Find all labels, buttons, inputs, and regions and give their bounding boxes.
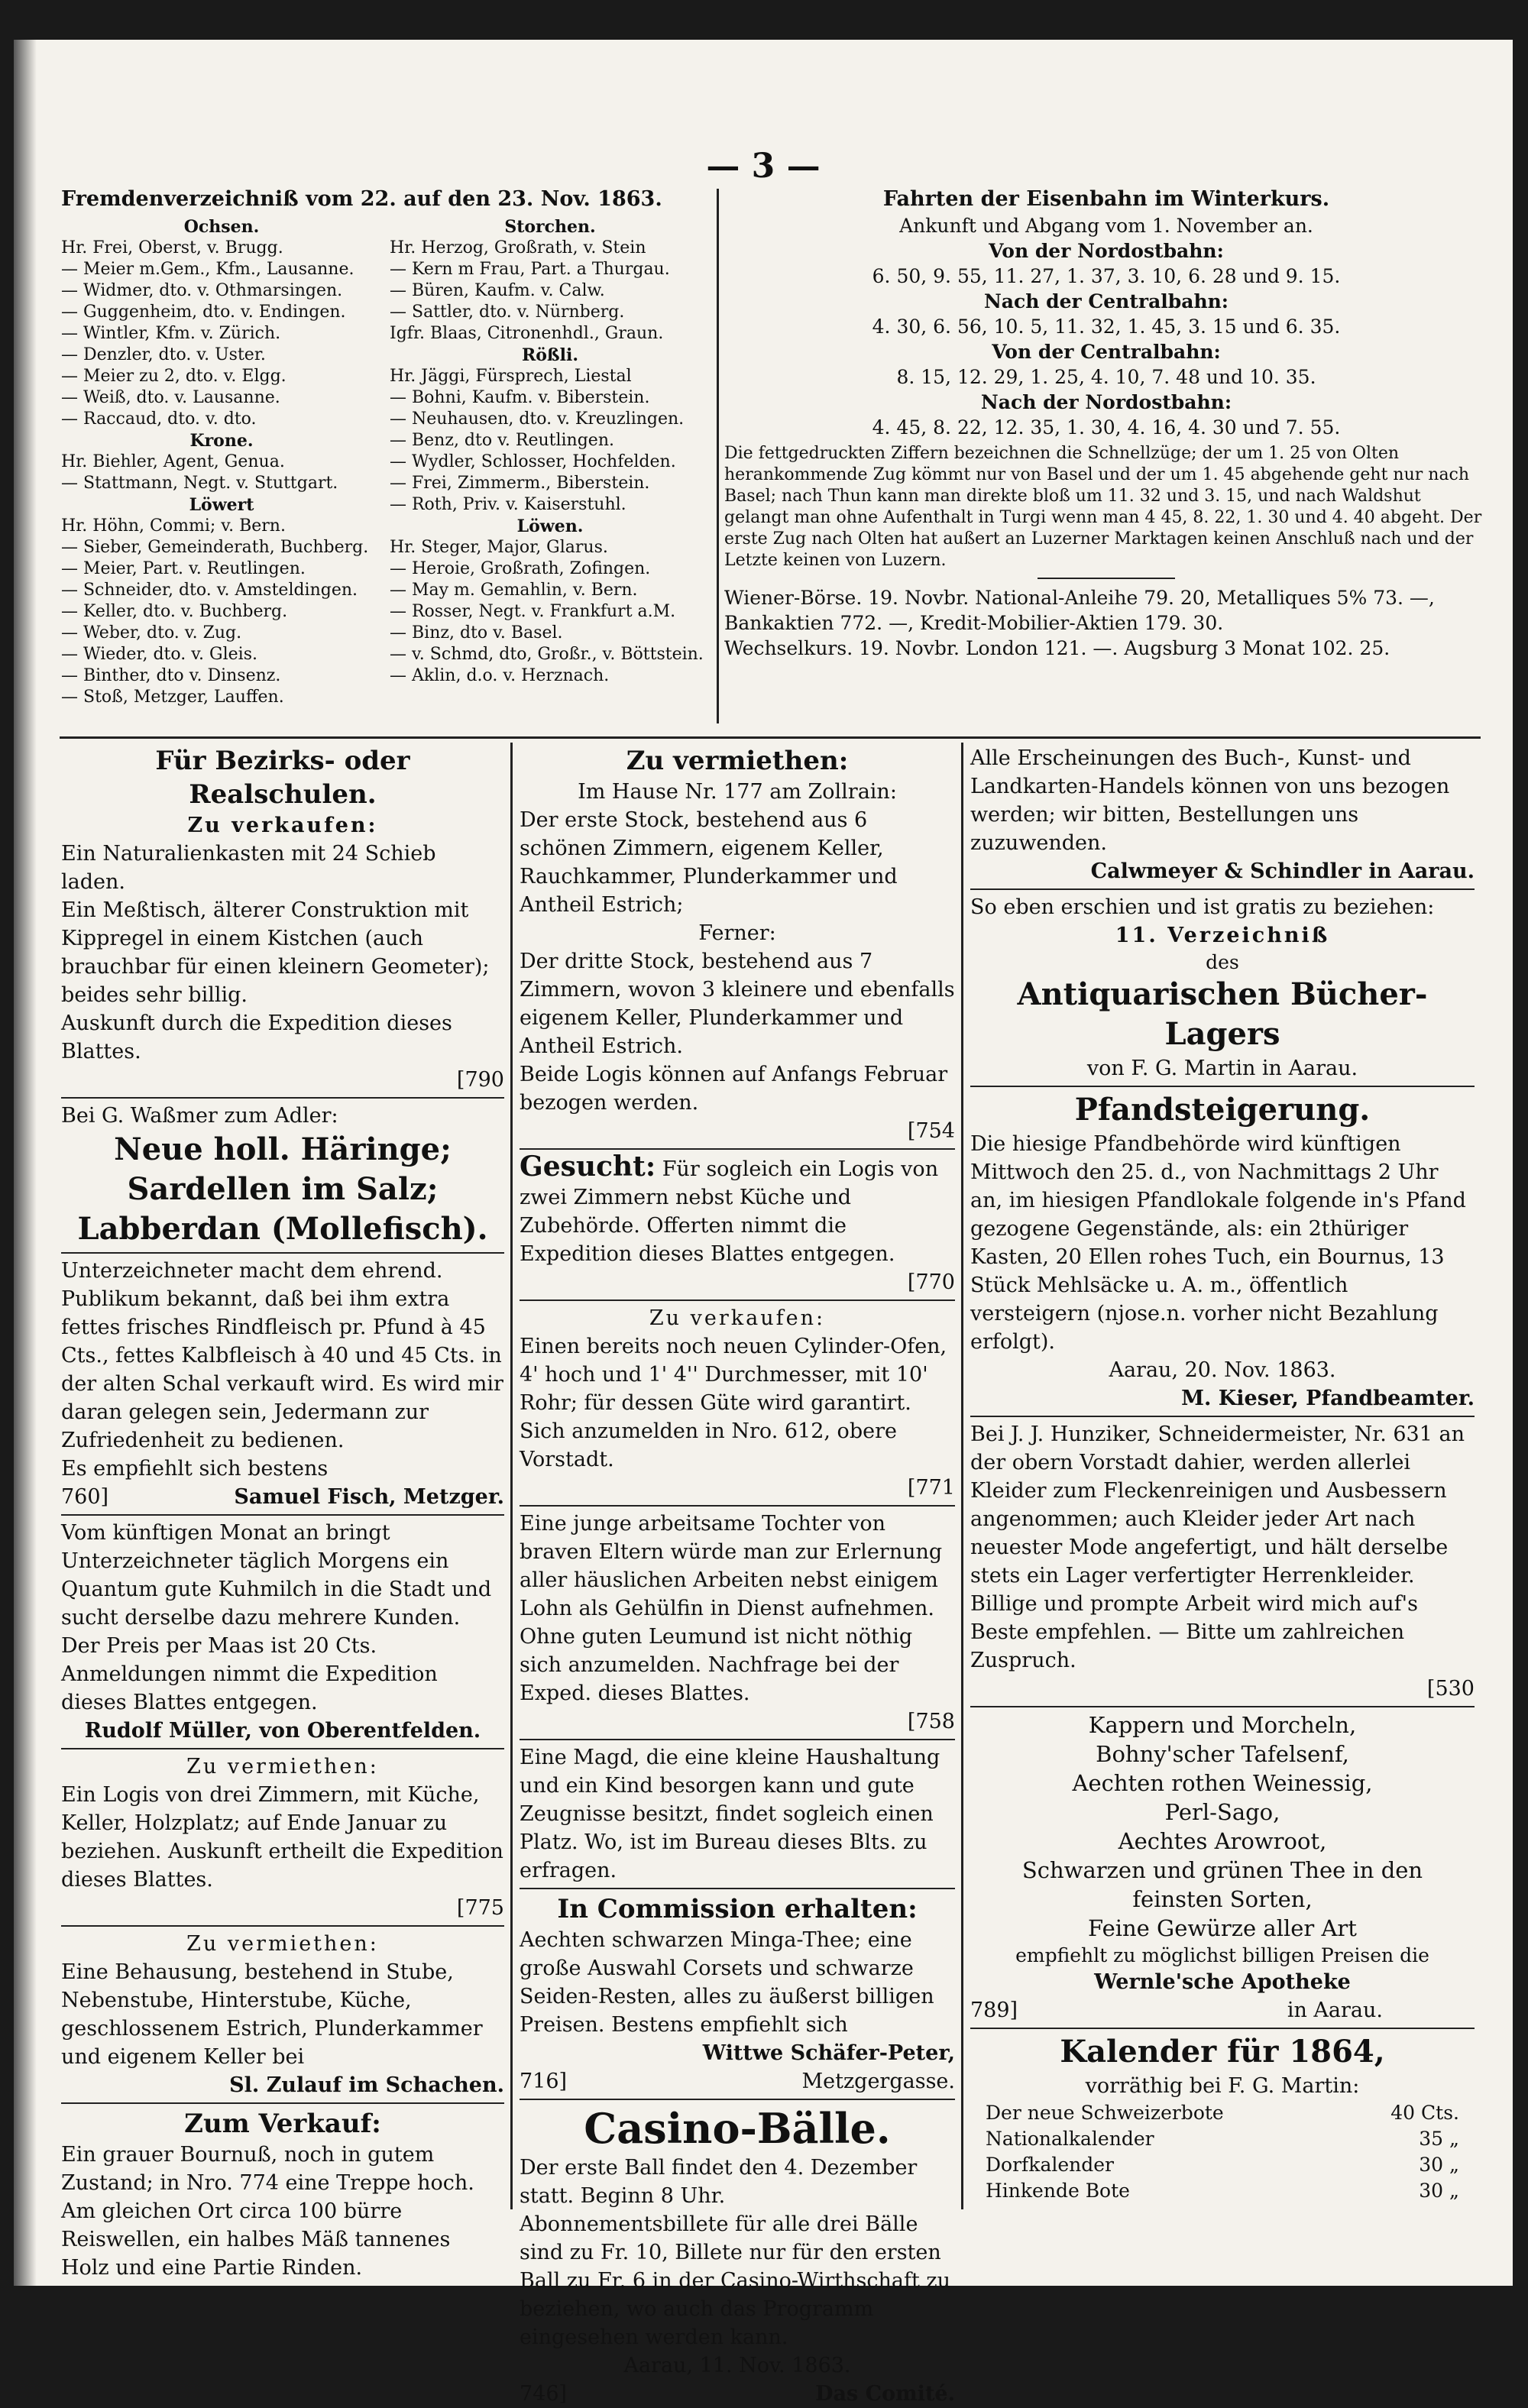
list-item: — Frei, Zimmerm., Biberstein. [390,474,650,493]
ad-number: [790 [456,1068,504,1092]
eisenbahn-subtitle: Ankunft und Abgang vom 1. November an. [899,215,1313,237]
haeringe-line-2: Sardellen im Salz; [127,1171,439,1207]
list-item: — Stoß, Metzger, Lauffen. [61,688,284,707]
fleisch-text: Unterzeichneter macht dem ehrend. Publikum bekannt, daß bei ihm extra fettes frisches Rindfleisch pr. Pfund à 45 Cts., fettes Kalbfleisch à 40 und 45 Cts. in der alten Schal verkauft wird. Es wird mir daran gelegen sein, Jedermann zur Zufriedenheit zu bedienen. [61,1259,503,1452]
page-edge-shadow [14,40,37,2286]
kalender-name: Hinkende Bote [986,2180,1130,2202]
calwmeyer-signature: Calwmeyer & Schindler in Aarau. [1090,859,1475,883]
zu-verkaufen-heading: Zu verkaufen: [187,814,378,837]
kuhmilch-text: Vom künftigen Monat an bringt Unterzeichneter täglich Morgens ein Quantum gute Kuhmilch in die Stadt und sucht derselbe dazu mehrere Kunden. Der Preis per Maas ist 20 Cts. Anmeldungen nimmt die Expedition dieses Blattes entgegen. [61,1521,492,1714]
list-item: 6. 50, 9. 55, 11. 27, 1. 37, 3. 10, 6. 28 und 9. 15. [872,265,1341,287]
ad-number: [758 [907,1710,955,1733]
list-heading: Löwert [189,495,254,515]
fisch-signature: Samuel Fisch, Metzger. [234,1485,504,1509]
martin-label: von F. G. Martin in Aarau. [1086,1057,1358,1080]
list-item: Perl-Sago, [1164,1799,1280,1825]
kalender-title: Kalender für 1864, [1060,2034,1385,2070]
page-number: — 3 — [706,147,821,186]
list-item: — Binz, dto v. Basel. [390,623,563,642]
list-item: — Stattmann, Negt. v. Stuttgart. [61,474,338,493]
column-3 [970,744,1475,2234]
list-item: — Heroie, Großrath, Zofingen. [390,559,651,578]
section-divider [60,736,1481,739]
des-label: des [1206,951,1239,973]
casino-title: Casino-Bälle. [584,2104,891,2153]
column-2 [520,744,955,2406]
list-item: 4. 30, 6. 56, 10. 5, 11. 32, 1. 45, 3. 15 und 6. 35. [872,316,1341,338]
eisenbahn-note: Die fettgedruckten Ziffern bezeichnen die Schnellzüge; der um 1. 25 von Olten herankommende Zug kömmt nur von Basel und der um 1. 45 abgehende geht nur nach Basel; nach Thun kann man direkte bloß um 11. 32 und 3. 15, und nach Waldshut gelangt man ohne Aufenthalt in Turgi wenn man 4 45, 8. 22, 1. 30 und 4. 40 abgeht. Der erste Zug nach Olten hat außert an Luzerner Marktagen keinen Anschluß nach und der Letzte keinen von Luzern. [724,444,1482,570]
list-item: Hr. Biehler, Agent, Genua. [61,452,285,471]
list-item: — Widmer, dto. v. Othmarsingen. [61,281,343,300]
verkauf-text: Ein grauer Bournuß, noch in gutem Zustand; in Nro. 774 eine Treppe hoch. Am gleichen Ort circa 100 bürre Reiswellen, ein halbes Mäß tannenes Holz und eine Partie Rinden. [61,2143,474,2280]
list-item: — Guggenheim, dto. v. Endingen. [61,303,346,322]
verzeichnis-label: 11. Verzeichniß [1115,924,1330,947]
top-divider [717,189,719,723]
list-item: — Binther, dto v. Dinsenz. [61,666,281,685]
wechselkurs: Wechselkurs. 19. Novbr. London 121. —. Augsburg 3 Monat 102. 25. [724,637,1390,659]
ad-number: 789] [970,1999,1018,2022]
ad-number: [771 [907,1476,955,1500]
list-item: Bohny'scher Tafelsenf, [1096,1741,1349,1767]
haeringe-line-1: Neue holl. Häringe; [114,1131,452,1167]
pfand-date: Aarau, 20. Nov. 1863. [1109,1358,1336,1382]
kalender-list [970,2100,1475,2204]
list-item: Hr. Höhn, Commi; v. Bern. [61,516,286,536]
ad-number: [754 [907,1119,955,1143]
list-heading: Ochsen. [183,217,260,237]
kalender-name: Dorfkalender [986,2154,1114,2176]
magd-text: Eine Magd, die eine kleine Haushaltung und ein Kind besorgen kann und gute Zeugnisse besitzt, findet sogleich einen Platz. Wo, ist im Bureau dieses Blts. zu erfragen. [520,1746,940,1882]
fremden-section [61,185,711,735]
bezirk-title: Für Bezirks- oder Realschulen. [155,746,410,810]
vermiethen-intro: Im Hause Nr. 177 am Zollrain: [578,780,897,804]
wernle-aarau: in Aarau. [1287,1999,1383,2022]
list-item: feinsten Sorten, [1132,1886,1313,1912]
schaefer-signature: Wittwe Schäfer-Peter, [702,2041,955,2065]
newspaper-page [14,40,1513,2406]
soeben-text: So eben erschien und ist gratis zu beziehen: [970,895,1435,919]
list-item: — Wieder, dto. v. Gleis. [61,645,257,664]
antiquarisch-title: Antiquarischen Bücher-Lagers [1017,976,1428,1052]
list-item [986,2100,1459,2126]
casino-comite: Das Comité. [815,2382,955,2406]
haeringe-line-3: Labberdan (Mollefisch). [77,1211,488,1247]
list-heading: Rößli. [521,345,579,365]
zu-verkaufen-heading: Zu verkaufen: [649,1306,826,1330]
auskunft-text: Auskunft durch die Expedition dieses Blattes. [61,1011,452,1063]
ofen-text: Einen bereits noch neuen Cylinder-Ofen, 4' hoch und 1' 4'' Durchmesser, mit 10' Rohr; für dessen Güte wird garantirt. Sich anzumelden in Nro. 612, obere Vorstadt. [520,1335,947,1471]
list-item: — Büren, Kaufm. v. Calw. [390,281,605,300]
list-item: — Neuhausen, dto. v. Kreuzlingen. [390,409,685,429]
list-item [986,2126,1459,2152]
list-item: Kappern und Morcheln, [1088,1712,1357,1738]
list-heading: Nach der Centralbahn: [983,290,1229,312]
list-item: — Meier zu 2, dto. v. Elgg. [61,367,286,386]
wernle-product-list [970,1711,1475,1943]
ferner-label: Ferner: [698,921,776,945]
list-item [986,2152,1459,2178]
commission-text: Aechten schwarzen Minga-Thee; eine große Auswahl Corsets und schwarze Seiden-Resten, alles zu äußerst billigen Preisen. Bestens empfiehlt sich [520,1928,934,2037]
messtisch-text: Ein Meßtisch, älterer Construktion mit Kippregel in einem Kistchen (auch brauchbar für einen kleinern Geometer); beides sehr billig. [61,898,490,1007]
ad-number: [530 [1426,1677,1475,1701]
casino-text-1: Der erste Ball findet den 4. Dezember statt. Beginn 8 Uhr. [520,2156,918,2208]
list-item: Hr. Herzog, Großrath, v. Stein [390,238,646,257]
gesucht-text: Für sogleich ein Logis von zwei Zimmern nebst Küche und Zubehörde. Offerten nimmt die Expedition dieses Blattes entgegen. [520,1157,939,1266]
ad-number: [775 [456,1896,504,1920]
list-item: — Raccaud, dto. v. dto. [61,409,257,429]
hunziker-text: Bei J. J. Hunziker, Schneidermeister, Nr. 631 an der obern Vorstadt dahier, werden allerlei Kleider zum Fleckenreinigen und Ausbessern angenommen; auch Kleider jeder Art nach neuester Mode angefertigt, und hält derselbe stets ein Lager verfertigter Herrenkleider. [970,1422,1465,1588]
list-item: 8. 15, 12. 29, 1. 25, 4. 10, 7. 48 und 10. 35. [896,366,1316,388]
list-item: Aechten rothen Weinessig, [1072,1770,1373,1796]
list-item: — Benz, dto v. Reutlingen. [390,431,614,450]
ad-number: 716] [520,2070,568,2093]
wernle-signature: Wernle'sche Apotheke [1094,1970,1351,1994]
list-item: — Rosser, Negt. v. Frankfurt a.M. [390,602,676,621]
ad-number: [770 [907,1270,955,1294]
list-item: — v. Schmd, dto, Großr., v. Böttstein. [390,645,704,664]
zu-vermiethen-heading: Zu vermiethen: [186,1755,379,1778]
logis-bezug-text: Beide Logis können auf Anfangs Februar bezogen werden. [520,1063,948,1115]
list-heading: Von der Centralbahn: [992,341,1221,363]
column-1 [61,744,504,2280]
list-item: Hr. Steger, Major, Glarus. [390,538,608,557]
list-item: — Wintler, Kfm. v. Zürich. [61,324,281,343]
behausung-text: Eine Behausung, bestehend in Stube, Nebenstube, Hinterstube, Küche, geschlossenem Estrich, Plunderkammer und eigenem Keller bei [61,1960,483,2069]
metzgergasse: Metzgergasse. [801,2070,955,2093]
casino-text-2: Abonnementsbillete für alle drei Bälle sind zu Fr. 10, Billete nur für den ersten Ball zu Fr. 6 in der Casino-Wirthschaft zu beziehen, wo auch das Programm eingesehen werden kann. [520,2212,951,2349]
fleisch-empfehlung: Es empfiehlt sich bestens [61,1457,329,1481]
kalender-name: Nationalkalender [986,2128,1154,2150]
kalender-price: 40 Cts. [1390,2102,1459,2124]
wiener-boerse: Wiener-Börse. 19. Novbr. National-Anleihe 79. 20, Metalliques 5% 73. —, Bankaktien 772. —, Kredit-Mobilier-Aktien 179. 30. [724,587,1435,634]
column-divider [961,743,963,2209]
pfandsteigerung-text: Die hiesige Pfandbehörde wird künftigen Mittwoch den 25. d., von Nachmittags 2 Uhr an, im hiesigen Pfandlokale folgende in's Pfand gezogene Gegenstände, als: ein 2thüriger Kasten, 20 Ellen rohes Tuch, ein Bournus, 13 Stück Mehlsäcke u. A. m., öffentlich versteigern (njose.n. vorher nicht Bezahlung erfolgt). [970,1132,1466,1354]
list-heading: Von der Nordostbahn: [989,240,1224,262]
naturalienkasten-text: Ein Naturalienkasten mit 24 Schieb laden. [61,842,436,894]
erster-stock-text: Der erste Stock, bestehend aus 6 schönen Zimmern, eigenem Keller, Rauchkammer, Plunderkammer und Antheil Estrich; [520,808,898,917]
list-item: — Wydler, Schlosser, Hochfelden. [390,452,676,471]
list-item: 4. 45, 8. 22, 12. 35, 1. 30, 4. 16, 4. 30 und 7. 55. [872,416,1341,439]
hunziker-text-2: Billige und prompte Arbeit wird mich auf's Beste empfehlen. — Bitte um zahlreichen Zuspruch. [970,1592,1418,1672]
kalender-price: 35 „ [1419,2128,1459,2150]
tochter-text-2: Ohne guten Leumund ist nicht nöthig sich anzumelden. Nachfrage bei der Exped. dieses Blattes. [520,1625,913,1705]
buchhandel-text: Alle Erscheinungen des Buch-, Kunst- und Landkarten-Handels können von uns bezogen werden; wir bitten, Bestellungen uns zuzuwenden. [970,746,1450,855]
eisenbahn-section [724,185,1488,735]
list-item: — May m. Gemahlin, v. Bern. [390,581,638,600]
list-item: — Sieber, Gemeinderath, Buchberg. [61,538,369,557]
pfandsteigerung-title: Pfandsteigerung. [1074,1092,1371,1128]
eisenbahn-timetable [724,238,1488,440]
list-item: — Bohni, Kaufm. v. Biberstein. [390,388,650,407]
column-divider [510,743,513,2209]
list-item [986,2178,1459,2204]
list-item: — Denzler, dto. v. Uster. [61,345,266,364]
list-item: — Kern m Frau, Part. a Thurgau. [390,260,670,279]
logis-text: Ein Logis von drei Zimmern, mit Küche, Keller, Holzplatz; auf Ende Januar zu beziehen. Auskunft ertheilt die Expedition dieses Blattes. [61,1783,503,1892]
verkauf-title: Zum Verkauf: [184,2109,381,2139]
gesucht-heading: Gesucht: [520,1151,656,1183]
list-item: — Meier m.Gem., Kfm., Lausanne. [61,260,354,279]
dritter-stock-text: Der dritte Stock, bestehend aus 7 Zimmern, wovon 3 kleinere und ebenfalls eigenem Keller, Plunderkammer und Antheil Estrich. [520,950,955,1058]
commission-title: In Commission erhalten: [557,1894,918,1924]
list-item: Hr. Frei, Oberst, v. Brugg. [61,238,283,257]
eisenbahn-title: Fahrten der Eisenbahn im Winterkurs. [882,187,1330,211]
fremden-right-list [390,216,711,708]
kalender-name: Der neue Schweizerbote [986,2102,1224,2124]
list-heading: Krone. [189,431,254,451]
vermiethen-title: Zu vermiethen: [626,746,849,776]
list-item: Hr. Jäggi, Fürsprech, Liestal [390,367,632,386]
wassmer-intro: Bei G. Waßmer zum Adler: [61,1104,338,1128]
kalender-subtitle: vorräthig bei F. G. Martin: [1085,2074,1360,2098]
list-item: — Roth, Priv. v. Kaiserstuhl. [390,495,626,514]
list-item: — Keller, dto. v. Buchberg. [61,602,288,621]
list-item: — Schneider, dto. v. Amsteldingen. [61,581,358,600]
wernle-empfehlung: empfiehlt zu möglichst billigen Preisen die [1015,1944,1429,1966]
list-item: — Weber, dto. v. Zug. [61,623,242,642]
mueller-signature: Rudolf Müller, von Oberentfelden. [84,1719,481,1743]
zu-vermiethen-heading: Zu vermiethen: [186,1932,379,1956]
tochter-text: Eine junge arbeitsame Tochter von braven Eltern würde man zur Erlernung aller häuslichen Arbeiten nebst einigem Lohn als Gehülfin in Dienst aufnehmen. [520,1512,943,1620]
kieser-signature: M. Kieser, Pfandbeamter. [1181,1387,1475,1410]
list-item: Feine Gewürze aller Art [1088,1915,1357,1941]
list-item: Schwarzen und grünen Thee in den [1021,1857,1423,1883]
casino-date: Aarau, 11. Nov. 1863. [623,2354,851,2377]
fremden-title: Fremdenverzeichniß vom 22. auf den 23. Nov. 1863. [61,187,662,211]
list-item: Igfr. Blaas, Citronenhdl., Graun. [390,324,664,343]
kalender-price: 30 „ [1419,2180,1459,2202]
zulauf-signature: Sl. Zulauf im Schachen. [229,2073,504,2097]
list-heading: Nach der Nordostbahn: [980,391,1232,413]
list-item: — Weiß, dto. v. Lausanne. [61,388,280,407]
ad-number: 760] [61,1485,109,1509]
kalender-price: 30 „ [1419,2154,1459,2176]
list-heading: Storchen. [504,217,596,237]
fremden-left-list [61,216,382,708]
list-item: — Sattler, dto. v. Nürnberg. [390,303,625,322]
list-heading: Löwen. [516,516,584,536]
ad-number: 746] [520,2382,568,2406]
list-item: Aechtes Arowroot, [1118,1828,1327,1854]
list-item: — Aklin, d.o. v. Herznach. [390,666,610,685]
list-item: — Meier, Part. v. Reutlingen. [61,559,306,578]
